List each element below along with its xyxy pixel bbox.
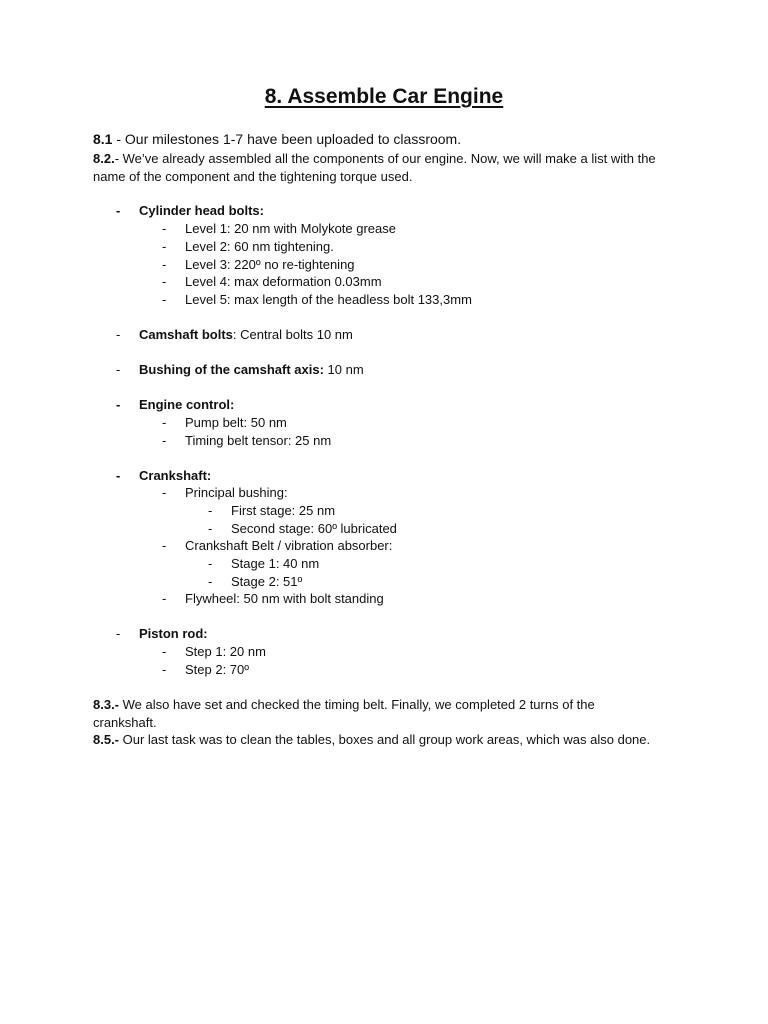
camshaft-bolts-label: Camshaft bolts bbox=[139, 327, 233, 342]
bullet-dash: - bbox=[208, 574, 213, 589]
list-item: Second stage: 60º lubricated bbox=[231, 521, 397, 536]
engine-control-label: Engine control: bbox=[139, 397, 235, 412]
list-item: First stage: 25 nm bbox=[231, 503, 336, 518]
paragraph-8-1 bbox=[93, 131, 683, 149]
bullet-dash: - bbox=[162, 239, 167, 254]
bullet-dash: - bbox=[116, 362, 121, 377]
section-number: 8.5.- bbox=[93, 732, 120, 747]
camshaft-bolts-text: : Central bolts 10 nm bbox=[232, 327, 353, 342]
list-item: Stage 1: 40 nm bbox=[231, 556, 320, 571]
bullet-dash: - bbox=[162, 433, 167, 448]
bullet-dash: - bbox=[162, 662, 167, 677]
paragraph-8-2 bbox=[93, 150, 683, 185]
list-item: Step 1: 20 nm bbox=[185, 644, 266, 659]
bullet-dash: - bbox=[162, 538, 167, 553]
list-item: Level 5: max length of the headless bolt 133,3mm bbox=[185, 292, 472, 307]
bullet-dash: - bbox=[162, 292, 167, 307]
bullet-dash: - bbox=[116, 203, 121, 218]
bullet-dash: - bbox=[162, 415, 167, 430]
bullet-dash: - bbox=[162, 257, 167, 272]
list-item: Pump belt: 50 nm bbox=[185, 415, 287, 430]
bullet-dash: - bbox=[162, 274, 167, 289]
paragraph-text: - We’ve already assembled all the components of our engine. Now, we will make a list with the name of the component and the tightening torque used. bbox=[93, 151, 656, 184]
bushing-label: Bushing of the camshaft axis: bbox=[139, 362, 324, 377]
paragraph-8-3 bbox=[93, 696, 633, 731]
section-number: 8.2. bbox=[93, 151, 115, 166]
cylinder-head-label: Cylinder head bolts: bbox=[139, 203, 264, 218]
paragraph-text: Our last task was to clean the tables, boxes and all group work areas, which was also done. bbox=[119, 732, 651, 747]
bushing-text: 10 nm bbox=[323, 362, 364, 377]
bullet-dash: - bbox=[116, 397, 121, 412]
list-item: Level 1: 20 nm with Molykote grease bbox=[185, 221, 396, 236]
list-item: Stage 2: 51º bbox=[231, 574, 303, 589]
list-item: Timing belt tensor: 25 nm bbox=[185, 433, 332, 448]
paragraph-text: - Our milestones 1-7 have been uploaded to classroom. bbox=[112, 131, 462, 147]
list-item: Level 3: 220º no re-tightening bbox=[185, 257, 355, 272]
crankshaft-label: Crankshaft: bbox=[139, 468, 212, 483]
bullet-dash: - bbox=[162, 591, 167, 606]
bullet-dash: - bbox=[208, 556, 213, 571]
bullet-dash: - bbox=[208, 521, 213, 536]
bullet-dash: - bbox=[208, 503, 213, 518]
section-number: 8.1 bbox=[93, 131, 113, 147]
list-item: Crankshaft Belt / vibration absorber: bbox=[185, 538, 393, 553]
piston-rod-label: Piston rod: bbox=[139, 626, 208, 641]
camshaft-bolts-item bbox=[139, 326, 353, 344]
page-title: 8. Assemble Car Engine bbox=[264, 85, 504, 108]
list-item: Level 2: 60 nm tightening. bbox=[185, 239, 334, 254]
list-item: Flywheel: 50 nm with bolt standing bbox=[185, 591, 384, 606]
list-item: Step 2: 70º bbox=[185, 662, 250, 677]
paragraph-8-5 bbox=[93, 731, 683, 749]
paragraph-text: We also have set and checked the timing belt. Finally, we completed 2 turns of the crankshaft. bbox=[93, 697, 595, 730]
bullet-dash: - bbox=[162, 644, 167, 659]
section-number: 8.3.- bbox=[93, 697, 120, 712]
list-item: Principal bushing: bbox=[185, 485, 288, 500]
bushing-item bbox=[139, 361, 364, 379]
bullet-dash: - bbox=[116, 327, 121, 342]
list-item: Level 4: max deformation 0.03mm bbox=[185, 274, 382, 289]
bullet-dash: - bbox=[162, 485, 167, 500]
bullet-dash: - bbox=[162, 221, 167, 236]
bullet-dash: - bbox=[116, 468, 121, 483]
bullet-dash: - bbox=[116, 626, 121, 641]
